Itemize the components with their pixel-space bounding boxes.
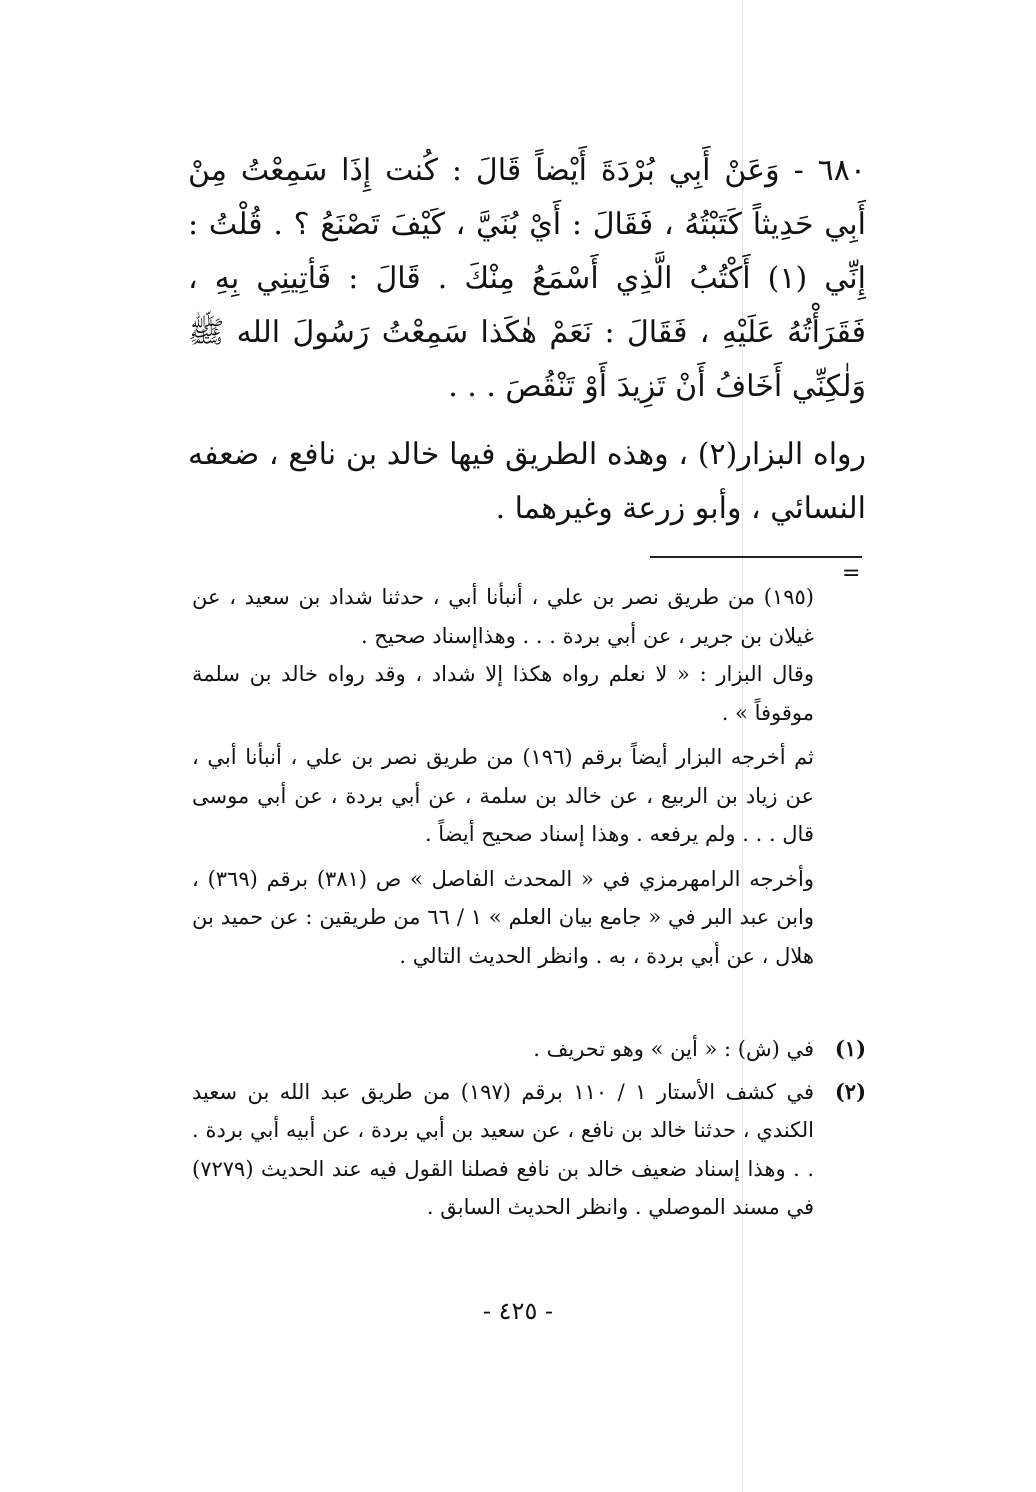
commentary-paragraph: رواه البزار(٢) ، وهذه الطريق فيها خالد بن نافع ، ضعفه النسائي ، وأبو زرعة وغيرهما . [188,437,867,526]
footnote-text: في كشف الأستار ١ / ١١٠ برقم (١٩٧) من طريق عبد الله بن سعيد الكندي ، حدثنا خالد بن نافع ، عن سعيد بن أبي بردة ، عن أبيه أبي بردة . . . وهذا إسناد ضعيف خالد بن نافع فصلنا القول فيه عند الحديث (٧٢٧٩) في مسند الموصلي . وانظر الحديث السابق . [192,1079,814,1219]
footnote-2 [192,1073,866,1227]
footnote-paragraph: ثم أخرجه البزار أيضاً برقم (١٩٦) من طريق نصر بن علي ، أنبأنا أبي ، عن زياد بن الربيع ، عن خالد بن سلمة ، عن أبي بردة ، عن أبي موسى قال . . . ولم يرفعه . وهذا إسناد صحيح أيضاً . [192,745,814,846]
page-number: - ٤٢٥ - [482,1297,554,1325]
footnote-paragraph: وقال البزار : « لا نعلم رواه هكذا إلا شداد ، وقد رواه خالد بن سلمة موقوفاً » . [192,662,814,725]
main-text [188,144,866,536]
footnote-1 [192,1030,866,1069]
continuation-marker: = [842,561,861,586]
footnotes [192,1030,866,1227]
footnote-text: في (ش) : « أين » وهو تحريف . [533,1037,814,1061]
footnote-paragraph: (١٩٥) من طريق نصر بن علي ، أنبأنا أبي ، حدثنا شداد بن سعيد ، عن غيلان بن جرير ، عن أبي بردة . . . وهذاإسناد صحيح . [192,585,814,648]
footnote-number: (١) [834,1036,866,1061]
footnote-number: (٢) [834,1078,866,1104]
footnote-paragraph: وأخرجه الرامهرمزي في « المحدث الفاصل » ص (٣٨١) برقم (٣٦٩) ، وابن عبد البر في « جامع بيان العلم » ١ / ٦٦ من طريقين : عن حميد بن هلال ، عن أبي بردة ، به . وانظر الحديث التالي . [192,866,815,968]
continued-footnote [192,578,814,975]
footnote-separator [650,556,862,558]
hadith-paragraph: ٦٨٠ - وَعَنْ أَبِي بُرْدَةَ أَيْضاً قَالَ : كُنت إِذَا سَمِعْتُ مِنْ أَبِي حَدِيثاً كَتَبْتُهُ ، فَقَالَ : أَيْ بُنَيَّ ، كَيْفَ تَصْنَعُ ؟ . قُلْتُ : إِنِّي (١) أَكْتُبُ الَّذِي أَسْمَعُ مِنْكَ . قَالَ : فَأتِينِي بِهِ ، فَقَرَأْتُهُ عَلَيْهِ ، فَقَالَ : نَعَمْ هٰكَذا سَمِعْتُ رَسُولَ الله ﷺ وَلٰكِنِّي أَخَافُ أَنْ تَزِيدَ أَوْ تَنْقُصَ . . . [188,153,866,404]
